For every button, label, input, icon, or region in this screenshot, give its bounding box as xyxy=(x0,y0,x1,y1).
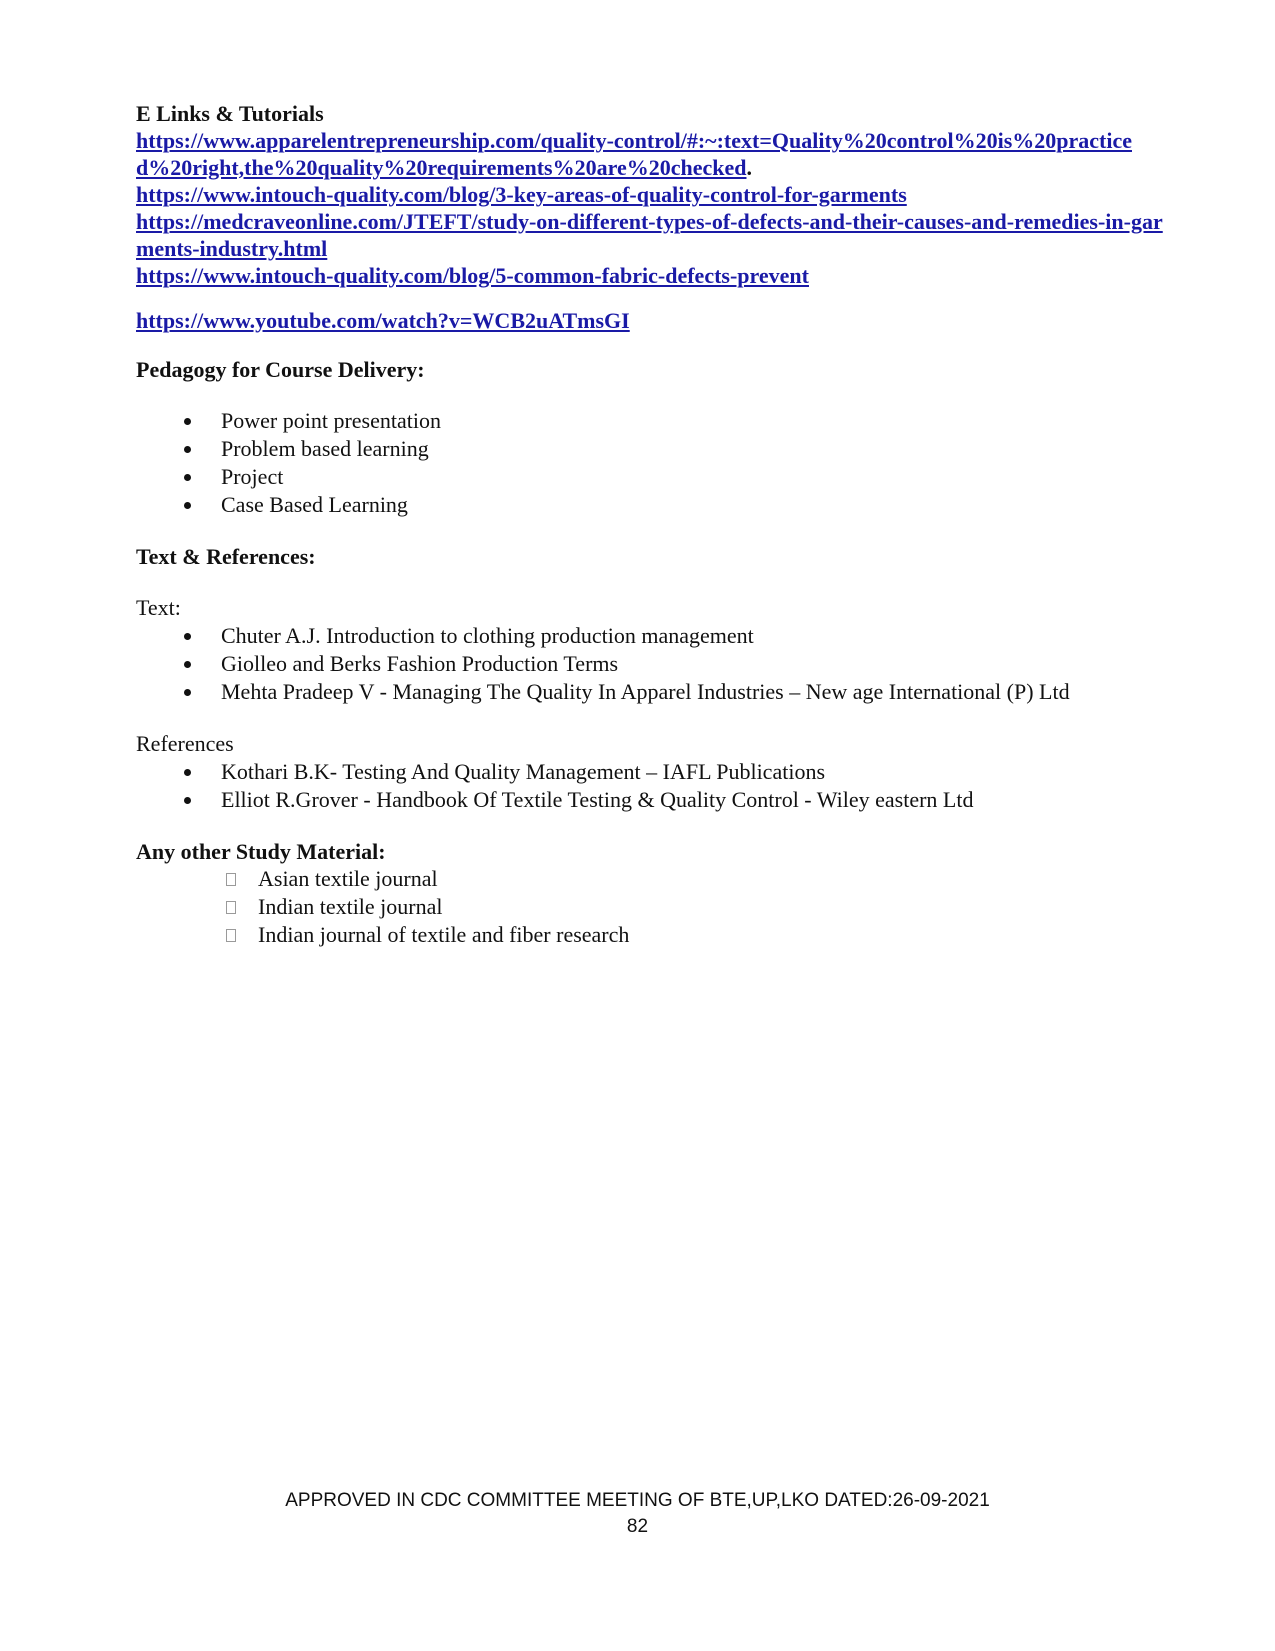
spacer xyxy=(136,814,1166,838)
bullet-icon xyxy=(184,633,191,640)
spacer xyxy=(136,706,1166,730)
list-item-text: Power point presentation xyxy=(221,408,441,433)
spacer xyxy=(136,519,1166,543)
bullet-icon xyxy=(184,769,191,776)
elinks-link1-line xyxy=(136,127,1166,181)
text-label: Text: xyxy=(136,595,181,620)
elinks-link-intouch-key-areas[interactable]: https://www.intouch-quality.com/blog/3-key-areas-of-quality-control-for-garments xyxy=(136,182,907,207)
bullet-icon xyxy=(184,661,191,668)
missing-glyph-box-icon xyxy=(226,873,236,886)
list-item xyxy=(184,786,1166,814)
list-item-text: Elliot R.Grover - Handbook Of Textile Testing & Quality Control - Wiley eastern Ltd xyxy=(221,787,974,812)
list-item xyxy=(224,865,1166,893)
spacer xyxy=(136,570,1166,594)
list-item xyxy=(184,491,1166,519)
list-item-text: Chuter A.J. Introduction to clothing production management xyxy=(221,623,754,648)
elinks-link-apparelentrepreneurship[interactable]: https://www.apparelentrepreneurship.com/quality-control/#:~:text=Quality%20control%20is%20practiced%20right,the%20quality%20requirements%20are%20checked xyxy=(136,128,1132,180)
elinks-link-intouch-fabric-defects[interactable]: https://www.intouch-quality.com/blog/5-common-fabric-defects-prevent xyxy=(136,263,809,288)
study-material-list xyxy=(136,865,1166,949)
list-item xyxy=(184,758,1166,786)
list-item-text: Indian textile journal xyxy=(258,894,443,919)
list-item-text: Indian journal of textile and fiber research xyxy=(258,922,630,947)
bullet-icon xyxy=(184,689,191,696)
references-list xyxy=(136,758,1166,814)
list-item-text: Giolleo and Berks Fashion Production Terms xyxy=(221,651,619,676)
elinks-list xyxy=(136,127,1166,334)
missing-glyph-box-icon xyxy=(226,929,236,942)
elinks-heading: E Links & Tutorials xyxy=(136,101,324,126)
references-label: References xyxy=(136,731,234,756)
list-item xyxy=(224,921,1166,949)
elinks-link-medcraveonline[interactable]: https://medcraveonline.com/JTEFT/study-on-different-types-of-defects-and-their-causes-and-remedies-in-garments-industry.html xyxy=(136,209,1163,261)
list-item-text: Kothari B.K- Testing And Quality Management – IAFL Publications xyxy=(221,759,826,784)
bullet-icon xyxy=(184,418,191,425)
list-item xyxy=(224,893,1166,921)
bullet-icon xyxy=(184,474,191,481)
list-item xyxy=(184,622,1166,650)
list-item-text: Project xyxy=(221,464,284,489)
page-content xyxy=(136,100,1166,949)
spacer xyxy=(136,334,1166,356)
pedagogy-heading: Pedagogy for Course Delivery: xyxy=(136,357,425,382)
spacer xyxy=(136,383,1166,407)
elinks-youtube-link[interactable]: https://www.youtube.com/watch?v=WCB2uATmsGI xyxy=(136,308,630,333)
elinks-link1-suffix: . xyxy=(746,155,752,180)
footer-approval-text: APPROVED IN CDC COMMITTEE MEETING OF BTE,UP,LKO DATED:26-09-2021 xyxy=(285,1490,990,1511)
list-item-text: Mehta Pradeep V - Managing The Quality In Apparel Industries – New age International (P) Ltd xyxy=(221,679,1070,704)
list-item xyxy=(184,435,1166,463)
study-material-heading: Any other Study Material: xyxy=(136,839,386,864)
spacer xyxy=(136,289,1166,307)
bullet-icon xyxy=(184,797,191,804)
list-item-text: Asian textile journal xyxy=(258,866,438,891)
list-item-text: Problem based learning xyxy=(221,436,429,461)
list-item xyxy=(184,678,1166,706)
bullet-icon xyxy=(184,446,191,453)
list-item-text: Case Based Learning xyxy=(221,492,408,517)
text-list xyxy=(136,622,1166,706)
list-item xyxy=(184,407,1166,435)
list-item xyxy=(184,463,1166,491)
pedagogy-list xyxy=(136,407,1166,519)
missing-glyph-box-icon xyxy=(226,901,236,914)
references-heading: Text & References: xyxy=(136,544,316,569)
page-number: 82 xyxy=(626,1516,649,1537)
list-item xyxy=(184,650,1166,678)
bullet-icon xyxy=(184,502,191,509)
